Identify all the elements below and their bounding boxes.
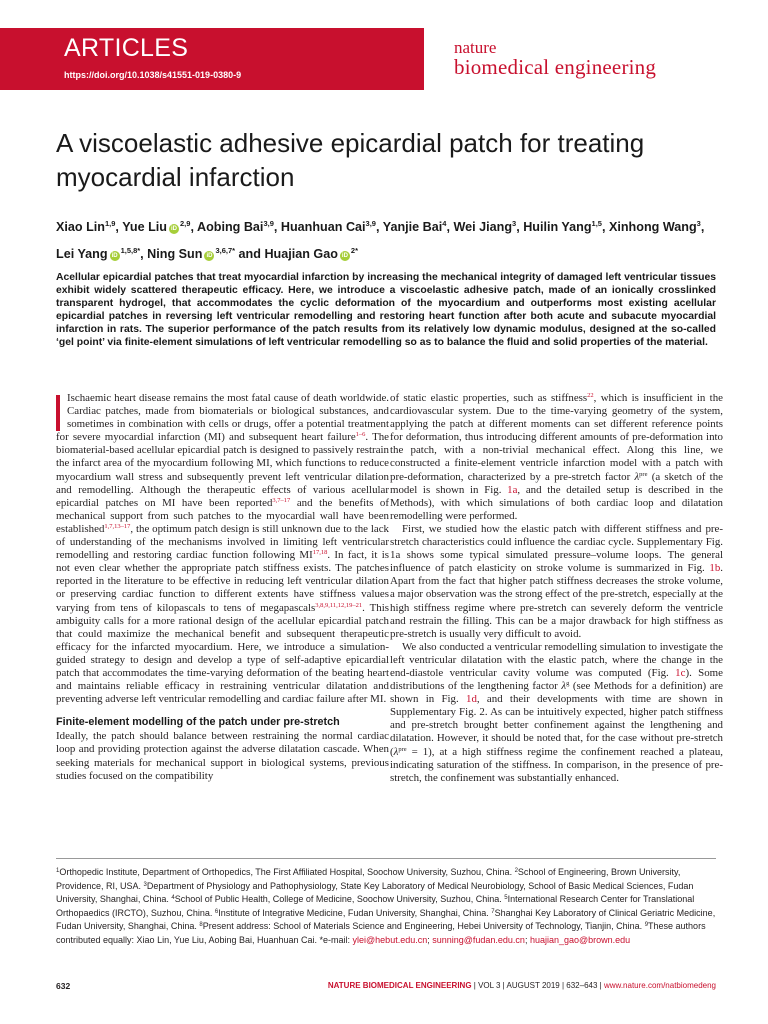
author-name: Wei Jiang$^3$ (453, 219, 517, 235)
journal-logo-name: biomedical engineering (454, 55, 657, 79)
author-list: Xiao Lin$^{1,9}$, Yue Liu iD$^{2,9}$, Aobing Bai$^{3,9}$, Huanhuan Cai$^{3,9}$, Yanjie Bai$^4$, Wei Jiang$^3$, Huilin Yang$^{1,5}$, Xinhong Wang$^3$, Lei Yang $iD^{1,5,8*}$, Ning Sun $iD^{3,6,7*}$ and Huajian Gao $iD^{2*}$ (56, 219, 705, 262)
section-heading: Finite-element modelling of the patch under pre-stretch (56, 716, 340, 729)
abstract: Acellular epicardial patches that treat myocardial infarction by increasing the mechanical integrity of damaged left ventricular tissues exhibit widely scattered therapeutic efficacy. Here, we introduce a viscoelastic adhesive patch, made of an ionically crosslinked transparent hydrogel, that accommodates the cyclic deformation of the myocardium and outperforms most existing acellular epicardial patches in reversing left ventricular remodelling and restoring heart function after both acute and subacute myocardial infarction in rats. The superior performance of the patch results from its relatively low dynamic modulus, designed at the so-called ‘gel point’ via finite-element simulations of left ventricular remodelling so as to balance the fluid and solid properties of the material. (56, 272, 716, 349)
section-label: ARTICLES (64, 34, 189, 62)
author-name: Ning Sun $iD^{3,6,7*}$ (147, 246, 236, 262)
email-link[interactable]: ylei@hebut.edu.cn (352, 934, 428, 945)
author-name: Xiao Lin$^{1,9}$ (56, 219, 116, 235)
lambda-symbol: λ (393, 745, 399, 758)
figure-link[interactable]: 1b (709, 562, 721, 575)
affiliations: $^1$Orthopedic Institute, Department of Orthopedics, The First Affiliated Hospital, Soochow University, Suzhou, China. $^2$School of Engineering, Brown University, Providence, RI, USA. $^3$Department of Physiology and Pathophysiology, State Key Laboratory of Medical Neurobiology, School of Basic Medical Sciences, Fudan University, Shanghai, China. $^4$School of Public Health, College of Medicine, Soochow University, Suzhou, China. $^5$International Research Center for Translational Orthopaedics (IRCTO), Suzhou, China. $^6$Institute of Integrative Medicine, Fudan University, Shanghai, China. $^7$Shanghai Key Laboratory of Clinical Geriatric Medicine, Fudan University, Shanghai, China. $^8$Present address: School of Materials Science and Engineering, Hebei University of Technology, Tianjin, China. $^9$These authors contributed equally: Xiao Lin, Yue Liu, Aobing Bai, Huanhuan Cai. *e-mail: ylei@hebut.edu.cn; sunning@fudan.edu.cn; huajian_gao@brown.edu (56, 867, 716, 945)
page-number: 632 (56, 981, 71, 991)
body-paragraph: We also conducted a ventricular remodelling simulation to investigate the left ventricular dilatation with the elastic patch, where the change in the end-diastole ventricular cavity volume was computed (Fig. 1c). Some distributions of the lengthening factor $\lambda^g$ (see Methods for a definition) are shown in Fig. 1d, and their developments with time are shown in Supplementary Fig. 2. As can be intuitively expected, higher patch stiffness and pre-stretch brought better confinement against the lengthening and dilatation. However, it should be noted that, for the case without pre-stretch $(\lambda^{pre} = 1)$, at a high stiffness regime the confinement reached a plateau, indicating saturation of the stiffness. In comparison, in the presence of pre-stretch, the confinement was substantially enhanced. (390, 640, 723, 784)
figure-link[interactable]: 1d (466, 693, 477, 706)
doi-link[interactable]: https://doi.org/10.1038/s41551-019-0380-9 (64, 70, 242, 80)
orcid-icon[interactable]: iD (341, 253, 348, 260)
footer-volume: | VOL 3 | AUGUST 2019 | 632–643 | (471, 981, 604, 990)
reference-link[interactable]: 1,7,13–17 (104, 522, 131, 530)
lambda-symbol: λ (634, 470, 640, 483)
journal-url-link[interactable]: www.nature.com/natbiomedeng (603, 981, 716, 990)
journal-logo-nature: nature (454, 38, 497, 57)
reference-link[interactable]: 17,18 (312, 549, 328, 557)
drop-cap-bar (56, 395, 60, 431)
author-name: Yanjie Bai$^4$ (382, 219, 447, 235)
author-name: Huilin Yang$^{1,5}$ (523, 219, 602, 235)
author-name: Yue Liu iD$^{2,9}$ (122, 219, 191, 235)
figure-link[interactable]: 1c (675, 666, 686, 679)
lambda-symbol: λ (561, 680, 567, 693)
figure-link[interactable]: 1a (507, 483, 518, 496)
author-name: Huanhuan Cai$^{3,9}$ (280, 219, 376, 235)
journal-footer (328, 981, 716, 990)
author-connector: and (238, 247, 261, 262)
author-name: Aobing Bai$^{3,9}$ (196, 219, 274, 235)
reference-link[interactable]: 1–6 (355, 431, 366, 439)
author-name: Lei Yang $iD^{1,5,8*}$ (56, 246, 141, 262)
body-paragraph: Ideally, the patch should balance between restraining the normal cardiac loop and providing protection against the adverse dilatation cascade. When seeking materials for mechanical support in biological systems, previous studies focused on the compatibility (56, 730, 389, 782)
body-column-right (390, 392, 723, 785)
article-title: A viscoelastic adhesive epicardial patch for treating myocardial infarction (56, 128, 645, 192)
footer-journal-name: NATURE BIOMEDICAL ENGINEERING (327, 981, 472, 990)
body-paragraph: First, we studied how the elastic patch with different stiffness and pre-stretch characteristics could influence the cardiac cycle. Supplementary Fig. 1a shows some typical simulated pressure–volume loops. The general influence of patch elasticity on stroke volume is summarized in Fig. 1b. Apart from the fact that higher patch stiffness decreases the stroke volume, a major observation was the strong effect of the pre-stretch, especially at the high stiffness regime where pre-stretch can severely deform the ventricle and restrain the filling. This can be a major drawback for high stiffness as pre-stretch is usually very difficult to avoid. (390, 522, 723, 640)
author-name: Xinhong Wang$^3$ (608, 219, 701, 235)
reference-link[interactable]: 3,7–17 (272, 496, 291, 504)
intro-paragraph: Ischaemic heart disease remains the most fatal cause of death worldwide. Cardiac patches, made from biomaterials or biological substances, and sometimes in combination with cells or drugs, offer a potential treatment for severe myocardial infarction (MI) and subsequent heart failure$^{1-6}$. The biomaterial-based acellular epicardial patch is designed to passively restrain the infarct area of the myocardium following MI, which functions to reduce myocardium wall stress and subsequently prevent left ventricular dilation and remodelling. Although the therapeutic effects of various acellular epicardial patches on MI have been reported$^{3,7-17}$ and the benefits of mechanical support from such patches to the myocardial wall have been established$^{1,7,13-17}$, the optimum patch design is still unknown due to the lack of understanding of the mechanisms involved in limiting left ventricular remodelling and restoring cardiac function following MI$^{17,18}$. In fact, it is not even clear whether the appropriate patch stiffness exists. The patches reported in the literature to be effective in reducing left ventricular dilation or preserving cardiac function to different extents have stiffness values varying from tens of kilopascals to tens of megapascals$^{3,8,9,11,12,19-21}$. This ambiguity calls for a more rational design of the acellular epicardial patch that could maximize the mechanical benefit and subsequent therapeutic efficacy for the infarcted myocardium. Here, we introduce a simulation-guided strategy to design and develop a type of self-adaptive epicardial patch that accommodates the time-varying deformation of the beating heart and maintains reliable efficacy in restraining ventricular dilatation and preventing adverse left ventricular remodelling and cardiac failure after MI. (56, 392, 389, 706)
reference-link[interactable]: 22 (587, 392, 594, 399)
orcid-icon[interactable]: iD (206, 253, 213, 260)
reference-link[interactable]: 3,8,9,11,12,19–21 (315, 601, 363, 609)
email-link[interactable]: sunning@fudan.edu.cn (432, 934, 525, 945)
orcid-icon[interactable]: iD (171, 226, 177, 233)
article-header (0, 0, 768, 112)
orcid-icon[interactable]: iD (111, 253, 118, 260)
email-link[interactable]: huajian_gao@brown.edu (529, 934, 631, 945)
footnote-divider (56, 858, 716, 859)
author-name: Huajian Gao $iD^{2*}$ (264, 246, 359, 262)
body-paragraph: of static elastic properties, such as stiffness$^{22}$, which is insufficient in the cardiovascular system. Due to the time-varying geometry of the system, applying the patch at different moments can set different reference points for deformation, thus introducing different amounts of pre-deformation into the patch, with a non-trivial mechanical effect. Along this line, we constructed a finite-element ventricle infarction model with a patch with pre-deformation, characterized by a pre-stretch factor $\lambda^{pre}$ (a sketch of the model is shown in Fig. 1a, and the detailed setup is described in the Methods), with which simulations of both cardiac loop and dilatation remodelling were performed. (390, 392, 723, 522)
body-column-left (56, 392, 389, 783)
